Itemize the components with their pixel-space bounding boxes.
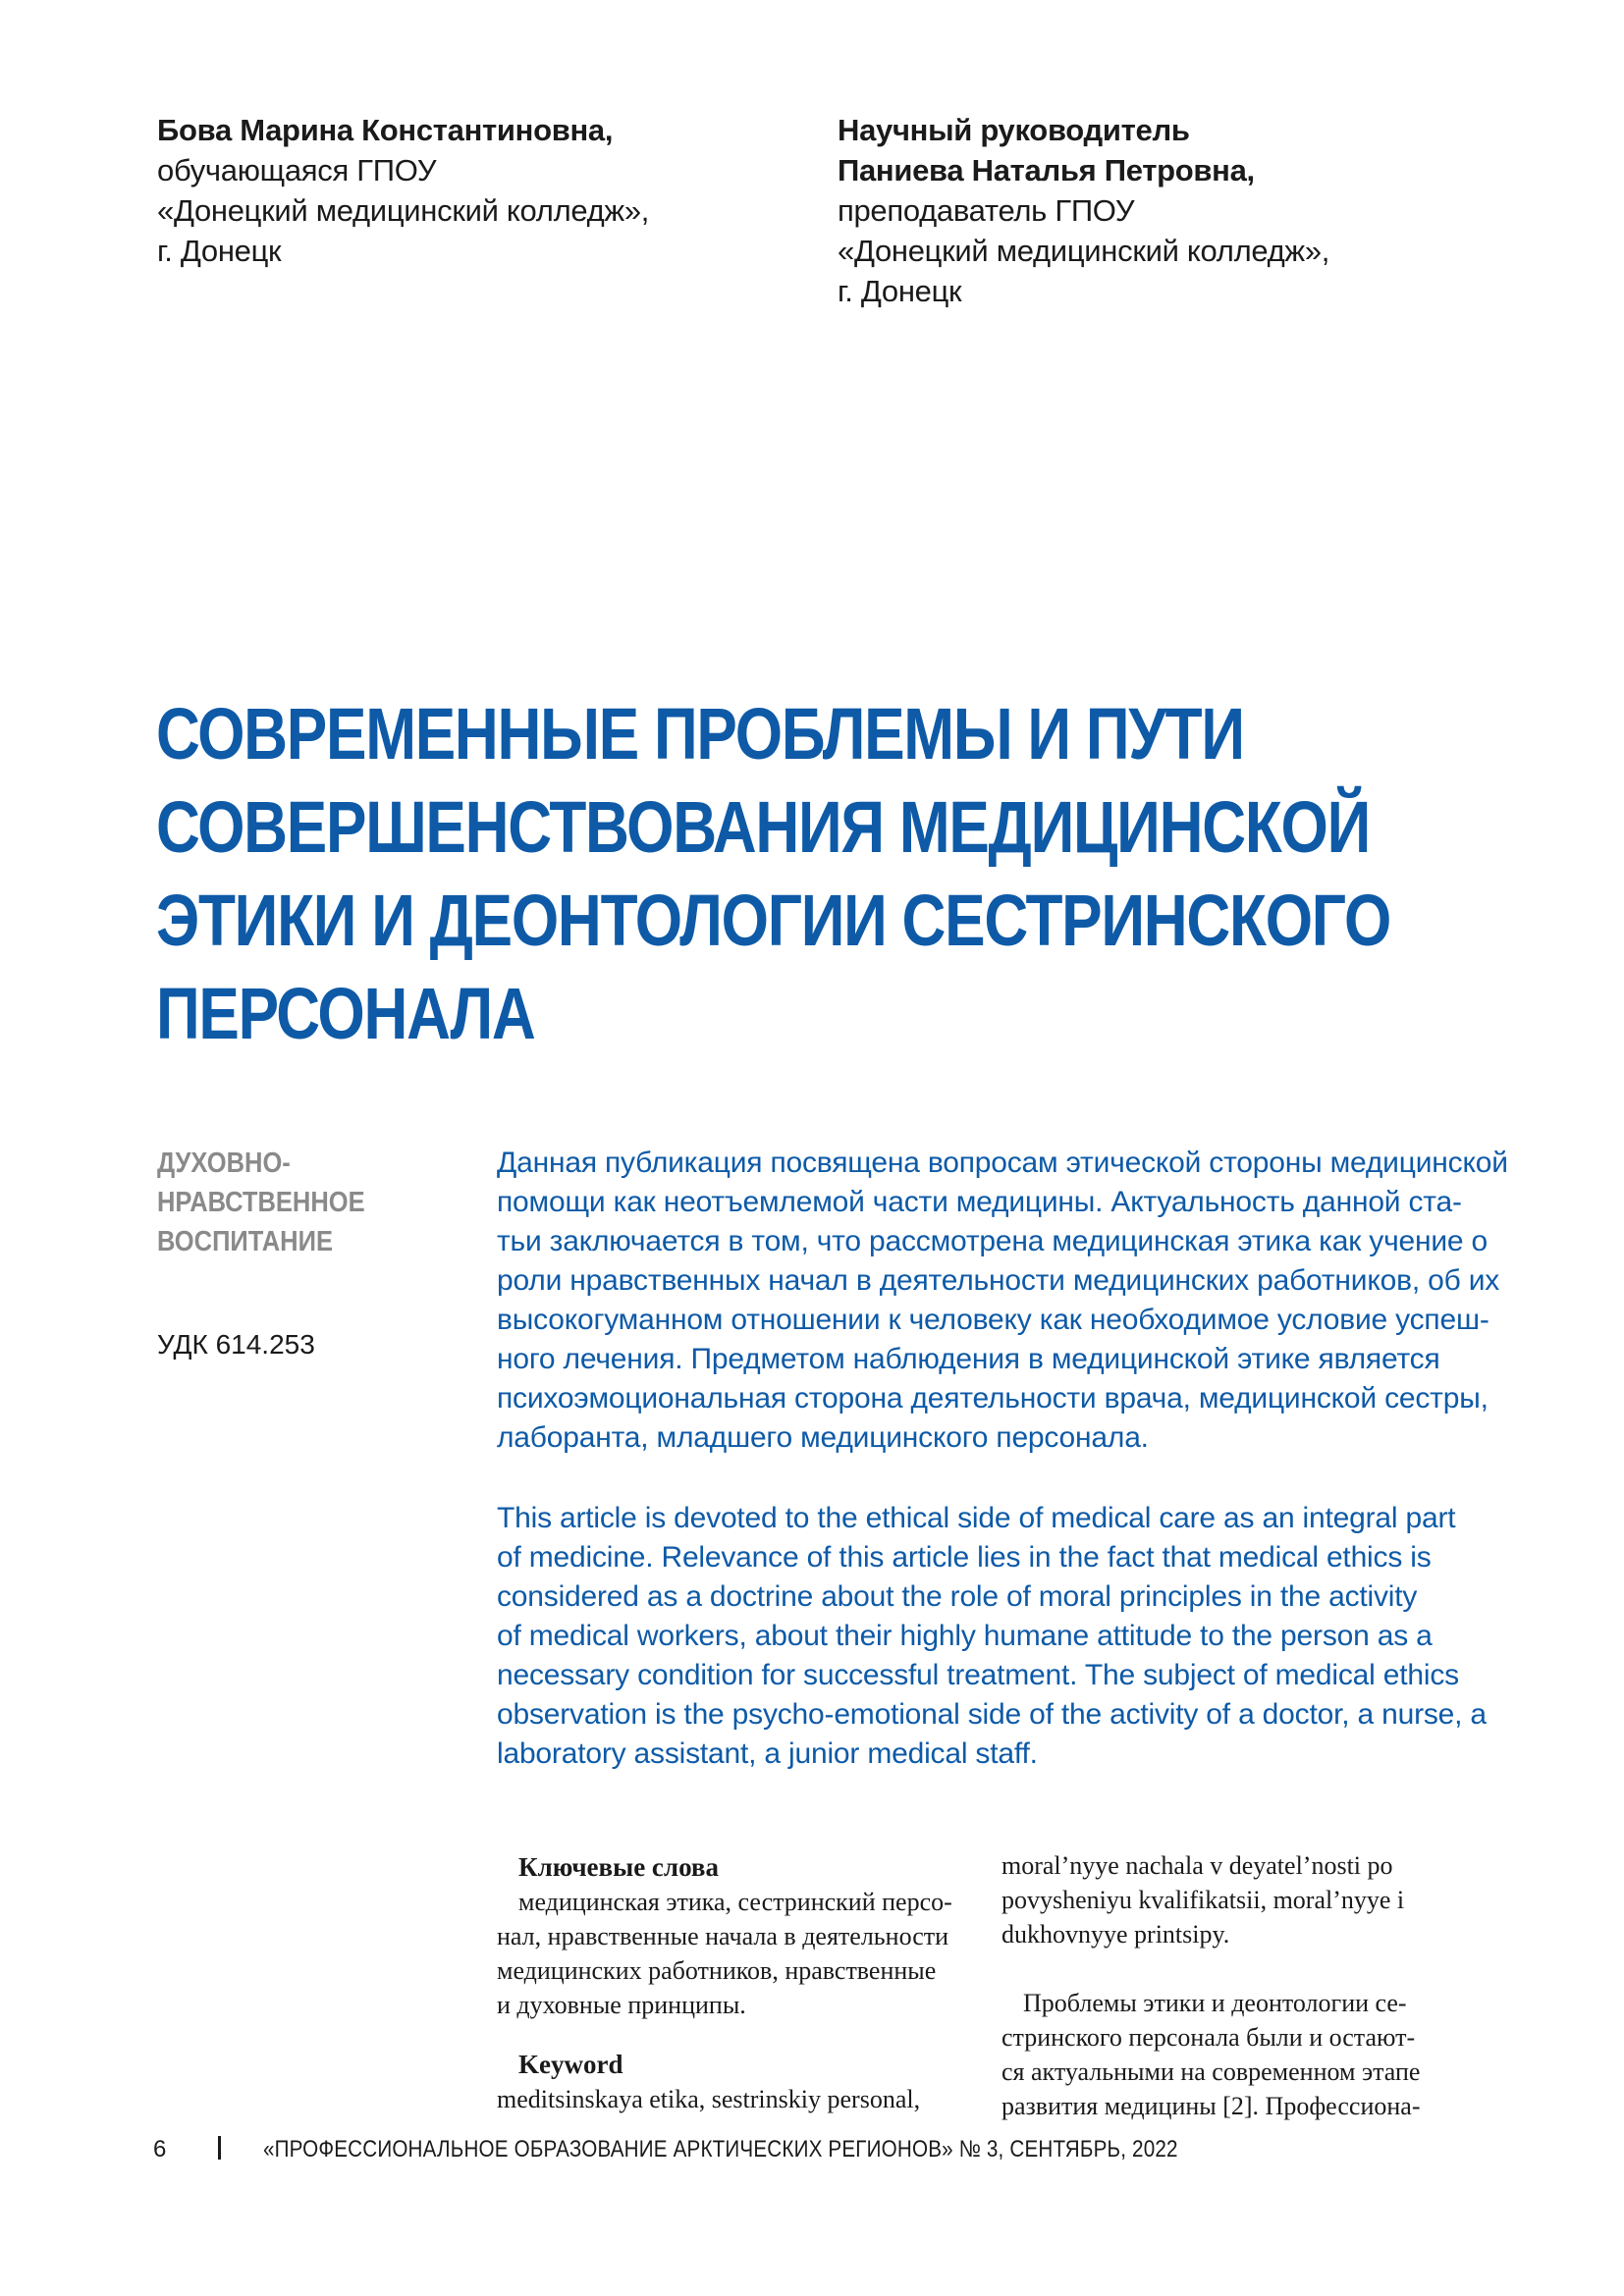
abstract-line: высокогуманном отношении к человеку как необходимое условие успеш- [497, 1304, 1489, 1336]
body-line: ся актуальными на современном этапе [1001, 2057, 1421, 2086]
abstract-line: of medicine. Relevance of this article lies in the fact that medical ethics is [497, 1541, 1432, 1574]
keywords-line: и духовные принципы. [497, 1991, 746, 2019]
author-affiliation-line: обучающаяся ГПОУ [157, 153, 437, 187]
keywords-line: нал, нравственные начала в деятельности [497, 1922, 949, 1950]
section-label-line: НРАВСТВЕННОЕ [157, 1187, 365, 1218]
keywords-line: медицинских работников, нравственные [497, 1956, 937, 1985]
section-label-line: ДУХОВНО- [157, 1148, 291, 1179]
author-affiliation-line: г. Донецк [157, 234, 282, 268]
title-line: СОВРЕМЕННЫЕ ПРОБЛЕМЫ И ПУТИ [156, 693, 1244, 774]
supervisor-affiliation-line: преподаватель ГПОУ [838, 193, 1135, 228]
keywords-continuation-line: dukhovnyye printsipy. [1001, 1920, 1230, 1949]
abstract-line: ного лечения. Предметом наблюдения в медицинской этике является [497, 1343, 1440, 1375]
abstract-line: laboratory assistant, a junior medical staff. [497, 1737, 1038, 1770]
body-line: развития медицины [2]. Профессиона- [1001, 2092, 1421, 2120]
keywords-english [497, 2048, 978, 2116]
udk-code: УДК 614.253 [157, 1329, 315, 1360]
author-name: Бова Марина Константиновна, [157, 113, 614, 147]
abstract-line: лаборанта, младшего медицинского персонала. [497, 1421, 1149, 1454]
keywords-line: медицинская этика, сестринский персо- [518, 1888, 952, 1916]
abstract-english [497, 1499, 1489, 1774]
supervisor-block [838, 110, 1427, 311]
supervisor-name: Паниева Наталья Петровна, [838, 153, 1255, 187]
supervisor-affiliation-line: г. Донецк [838, 274, 962, 308]
abstract-line: of medical workers, about their highly humane attitude to the person as a [497, 1620, 1433, 1652]
body-line: Проблемы этики и деонтологии се- [1023, 1989, 1407, 2017]
article-title [156, 687, 1391, 1060]
body-line: стринского персонала были и остают- [1001, 2023, 1416, 2052]
journal-name: «ПРОФЕССИОНАЛЬНОЕ ОБРАЗОВАНИЕ АРКТИЧЕСКИХ РЕГИОНОВ» № 3, СЕНТЯБРЬ, 2022 [262, 2136, 1178, 2163]
body-paragraph [1001, 1986, 1483, 2123]
abstract-line: Данная публикация посвящена вопросам этической стороны медицинской [497, 1147, 1508, 1179]
abstract-line: помощи как неотъемлемой части медицины. Актуальность данной ста- [497, 1186, 1462, 1218]
page-footer [153, 2135, 1326, 2164]
title-line: СОВЕРШЕНСТВОВАНИЯ МЕДИЦИНСКОЙ [156, 786, 1371, 868]
keywords-continuation-line: moral’nyye nachala v deyatel’nosti po [1001, 1851, 1393, 1880]
keywords-heading: Keyword [518, 2050, 623, 2079]
keywords-heading: Ключевые слова [518, 1852, 719, 1882]
section-label-line: ВОСПИТАНИЕ [157, 1226, 333, 1257]
body-right-column [1001, 1848, 1483, 2123]
abstract-line: considered as a doctrine about the role of moral principles in the activity [497, 1580, 1418, 1613]
abstract-line: роли нравственных начал в деятельности медицинских работников, об их [497, 1264, 1500, 1297]
abstract-line: necessary condition for successful treatment. The subject of medical ethics [497, 1659, 1459, 1691]
abstract-line: observation is the psycho-emotional side of the activity of a doctor, a nurse, a [497, 1698, 1487, 1731]
abstract-line: тьи заключается в том, что рассмотрена медицинская этика как учение о [497, 1225, 1489, 1257]
keywords-line: meditsinskaya etika, sestrinskiy personal, [497, 2085, 921, 2113]
abstract-line: психоэмоциональная сторона деятельности врача, медицинской сестры, [497, 1382, 1489, 1415]
footer-divider [218, 2136, 221, 2160]
author-affiliation-line: «Донецкий медицинский колледж», [157, 193, 650, 228]
abstract-russian [497, 1144, 1508, 1458]
author-block [157, 110, 707, 271]
keywords-continuation-line: povysheniyu kvalifikatsii, moral’nyye i [1001, 1886, 1405, 1914]
keywords-russian [497, 1850, 978, 2022]
title-line: ПЕРСОНАЛА [156, 973, 535, 1054]
supervisor-affiliation-line: «Донецкий медицинский колледж», [838, 234, 1330, 268]
supervisor-role: Научный руководитель [838, 113, 1190, 147]
page-number: 6 [153, 2136, 167, 2163]
abstract-line: This article is devoted to the ethical side of medical care as an integral part [497, 1502, 1456, 1534]
title-line: ЭТИКИ И ДЕОНТОЛОГИИ СЕСТРИНСКОГО [156, 880, 1391, 961]
section-label [157, 1144, 416, 1261]
